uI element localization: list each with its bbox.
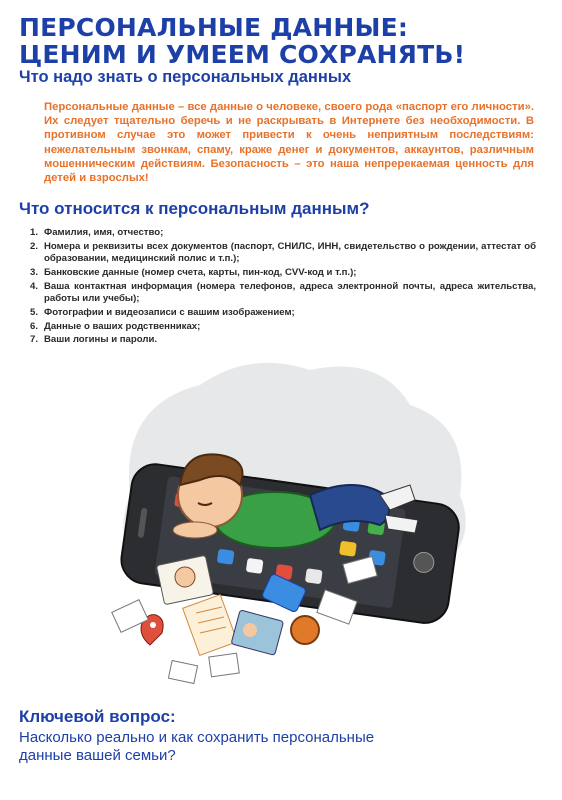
list-item-text: Номера и реквизиты всех документов (паспорт, СНИЛС, ИНН, свидетельство о рождении, аттестат об образовании, медицинский полис и т.п.); — [44, 240, 536, 265]
list-item — [30, 307, 536, 319]
list-item — [30, 241, 536, 266]
title-line-1: ПЕРСОНАЛЬНЫЕ ДАННЫЕ: — [19, 13, 409, 42]
list-item-text: Фамилия, имя, отчество; — [44, 227, 164, 238]
page-subtitle: Что надо знать о персональных данных — [19, 68, 352, 86]
title-line-2: ЦЕНИМ И УМЕЕМ СОХРАНЯТЬ! — [19, 40, 466, 69]
list-item-text: Ваши логины и пароли. — [44, 334, 158, 346]
list-item-number: 4. — [30, 280, 39, 292]
list-item — [30, 227, 536, 239]
boy-on-phone-illustration — [90, 345, 490, 705]
list-item-number: 1. — [30, 227, 39, 238]
key-question-text: Насколько реально и как сохранить персональные данные вашей семьи? — [19, 729, 375, 764]
list-item-text: Фотографии и видеозаписи с вашим изображением; — [44, 306, 295, 318]
list-item-text: Данные о ваших родственниках; — [44, 320, 201, 332]
list-item-text: Ваша контактная информация (номера телефонов, адреса электронной почты, адреса жительства, работы или учебы); — [44, 280, 536, 304]
list-item-number: 5. — [30, 306, 39, 318]
list-item — [30, 281, 536, 306]
falling-passport — [231, 610, 284, 655]
falling-document — [183, 595, 238, 656]
list-item — [30, 267, 536, 279]
list-item-number: 2. — [30, 240, 39, 252]
list-item-text: Банковские данные (номер счета, карты, пин-код, CVV-код и т.п.); — [44, 266, 357, 278]
list-item-number: 6. — [30, 320, 39, 332]
intro-paragraph: Персональные данные – все данные о человеке, своего рода «паспорт его личности». Их следует тщательно беречь и не раскрывать в Интернете без необходимости. В противном случае это может привести к очень неприятным последствиям: нежелательным звонкам, спаму, краже денег и документов, аккаунтов, различным мошенническим действиям. Безопасность – это наша непререкаемая ценность для детей и взрослых! — [44, 101, 534, 185]
list-item — [30, 321, 536, 333]
falling-ball — [291, 616, 319, 644]
list-item-number: 7. — [30, 334, 39, 346]
key-question-heading: Ключевой вопрос: — [19, 707, 176, 726]
section-heading: Что относится к персональным данным? — [19, 199, 370, 218]
page-title — [19, 14, 549, 68]
list-item-number: 3. — [30, 266, 39, 278]
personal-data-list — [30, 227, 536, 348]
